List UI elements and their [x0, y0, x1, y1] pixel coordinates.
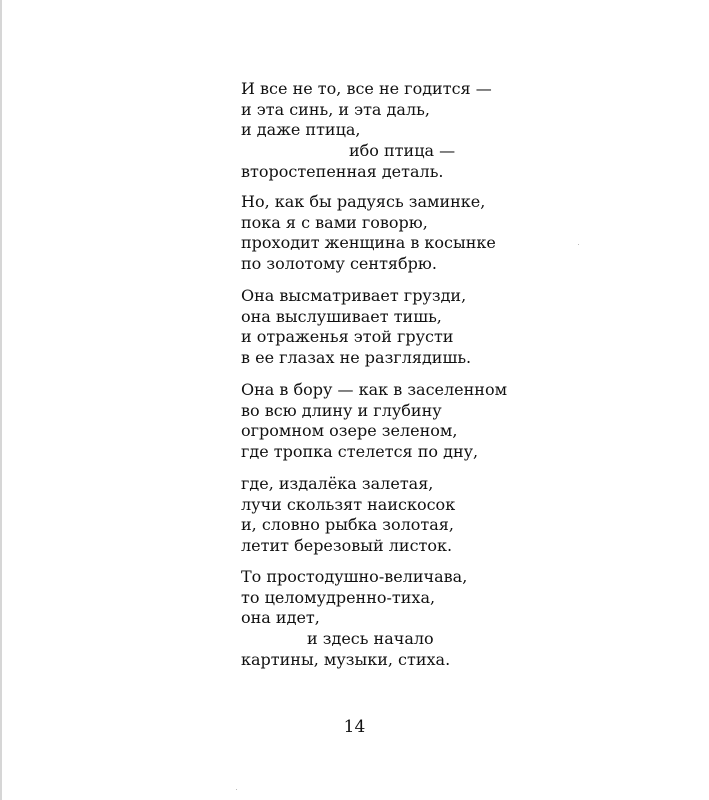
- poem-line-indented: и здесь начало: [307, 629, 434, 649]
- poem-line: в ее глазах не разглядишь.: [241, 348, 472, 368]
- poem-line: она выслушивает тишь,: [241, 306, 442, 326]
- poem-line: летит березовый листок.: [241, 536, 453, 556]
- poem-line: Но, как бы радуясь заминке,: [241, 192, 486, 211]
- poem-line: где, издалёка залетая,: [241, 474, 434, 493]
- poem-line: и отраженья этой грусти: [241, 327, 454, 347]
- poem-line: Она в бору — как в заселенном: [241, 380, 508, 399]
- stanza-4: [241, 380, 507, 463]
- poem-line: и, словно рыбка золотая,: [241, 515, 454, 535]
- poem-line: во всю длину и глубину: [241, 400, 442, 420]
- poem-line: огромном озере зеленом,: [241, 421, 458, 441]
- poem-line: второстепенная деталь.: [241, 161, 444, 181]
- poem-line: и эта синь, и эта даль,: [241, 99, 430, 119]
- poem-line: То простодушно-величава,: [241, 567, 468, 586]
- poem-line: где тропка стелется по дну,: [241, 442, 479, 462]
- scan-speck: [236, 789, 237, 790]
- poem-line: и даже птица,: [241, 120, 361, 140]
- poem-line: то целомудренно-тиха,: [241, 587, 436, 607]
- poem-line: пока я с вами говорю,: [241, 212, 428, 232]
- poem-line: Она высматривает грузди,: [241, 286, 467, 305]
- stanza-1: [241, 79, 492, 182]
- poem-line: проходит женщина в косынке: [241, 233, 496, 253]
- page-number: 14: [343, 717, 366, 737]
- stanza-6: [241, 567, 467, 670]
- stanza-3: [241, 286, 471, 369]
- stanza-2: [241, 192, 496, 275]
- poem-line-indented: ибо птица —: [349, 141, 456, 161]
- poem-line: картины, музыки, стиха.: [241, 649, 451, 669]
- poem-line: И все не то, все не годится —: [241, 79, 492, 98]
- scan-speck: [578, 244, 579, 245]
- poem-line: по золотому сентябрю.: [241, 254, 437, 274]
- poem-line: лучи скользят наискосок: [241, 494, 456, 514]
- poem-line: она идет,: [241, 608, 320, 628]
- page-edge-shadow: [0, 0, 2, 800]
- stanza-5: [241, 474, 455, 557]
